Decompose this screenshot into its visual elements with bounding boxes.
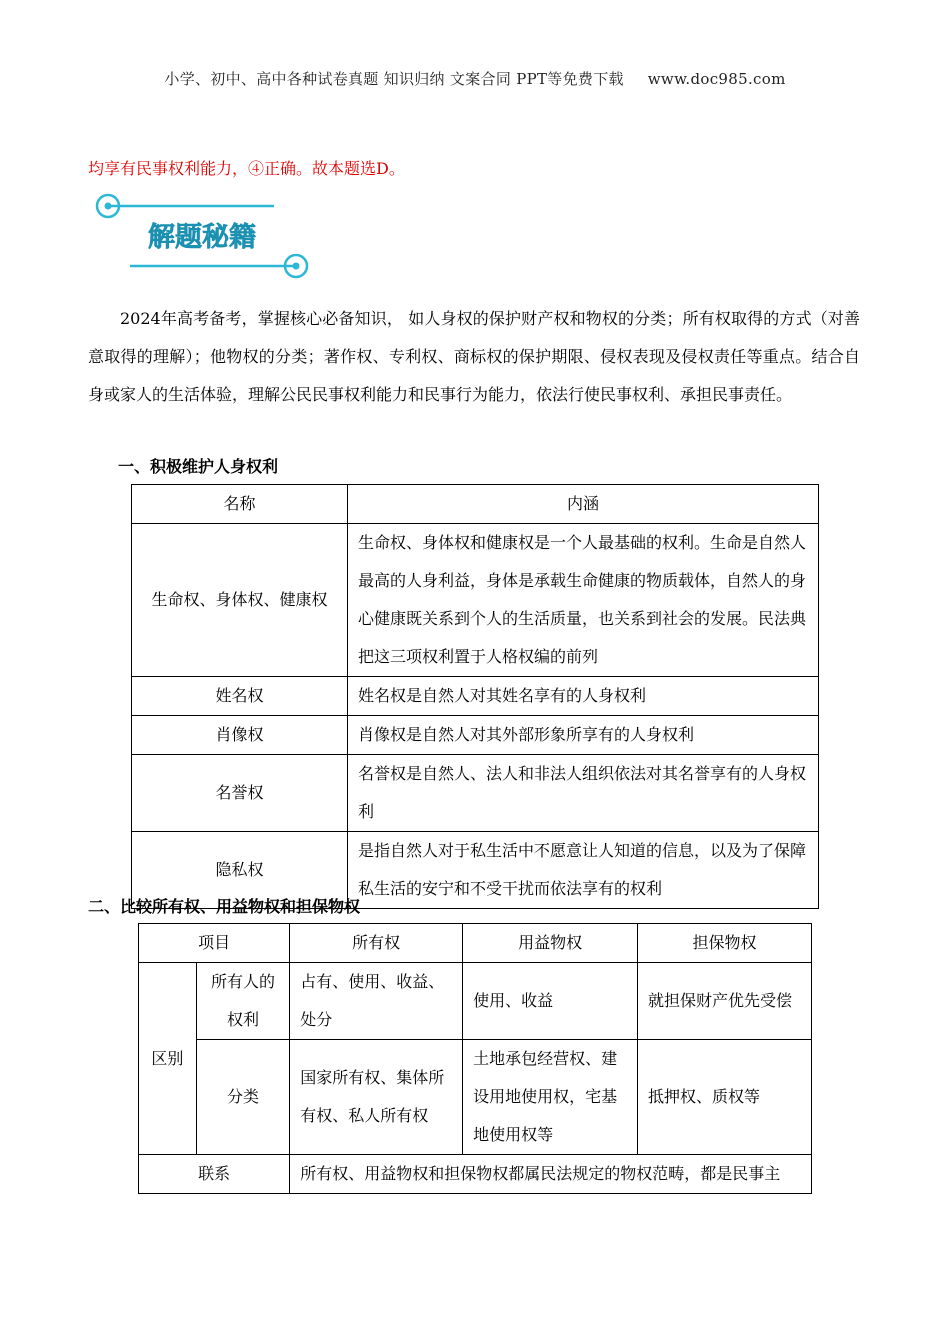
- table-row: [132, 716, 819, 755]
- security-cell: 就担保财产优先受偿: [638, 963, 812, 1040]
- page-header: [0, 68, 950, 89]
- row-label: 所有人的权利: [196, 963, 289, 1040]
- table-row: [132, 677, 819, 716]
- group-label: 区别: [139, 963, 197, 1155]
- right-name: 姓名权: [132, 677, 348, 716]
- header-cell: 名称: [132, 485, 348, 524]
- table-row: [132, 755, 819, 832]
- table-header-row: [139, 924, 812, 963]
- right-desc: 生命权、身体权和健康权是一个人最基础的权利。生命是自然人最高的人身利益，身体是承载生命健康的物质载体，自然人的身心健康既关系到个人的生活质量，也关系到社会的发展。民法典把这三项权利置于人格权编的前列: [348, 524, 819, 677]
- section1-title: 一、积极维护人身权利: [118, 457, 279, 476]
- table-row: [132, 524, 819, 677]
- row-label: 分类: [196, 1040, 289, 1155]
- right-desc: 名誉权是自然人、法人和非法人组织依法对其名誉享有的人身权利: [348, 755, 819, 832]
- link-text: 所有权、用益物权和担保物权都属民法规定的物权范畴，都是民事主: [290, 1155, 812, 1194]
- section2-title: 二、比较所有权、用益物权和担保物权: [88, 897, 361, 916]
- table-header-row: [132, 485, 819, 524]
- property-rights-table: [138, 923, 812, 1194]
- personal-rights-table: [131, 484, 819, 909]
- usufruct-cell: 土地承包经营权、建设用地使用权，宅基地使用权等: [463, 1040, 638, 1155]
- table-row: [139, 963, 812, 1040]
- banner-title: 解题秘籍: [148, 222, 256, 253]
- right-name: 隐私权: [132, 832, 348, 909]
- right-desc: 肖像权是自然人对其外部形象所享有的人身权利: [348, 716, 819, 755]
- intro-text: 2024年高考备考，掌握核心必备知识， 如人身权的保护财产权和物权的分类；所有权取得的方式（对善意取得的理解）；他物权的分类；著作权、专利权、商标权的保护期限、侵权表现及侵权责任等重点。结合自身或家人的生活体验，理解公民民事权利能力和民事行为能力，依法行使民事权利、承担民事责任。: [88, 309, 860, 404]
- link-label: 联系: [139, 1155, 290, 1194]
- right-desc: 是指自然人对于私生活中不愿意让人知道的信息，以及为了保障私生活的安宁和不受干扰而依法享有的权利: [348, 832, 819, 909]
- right-desc: 姓名权是自然人对其姓名享有的人身权利: [348, 677, 819, 716]
- ownership-cell: 国家所有权、集体所有权、私人所有权: [290, 1040, 463, 1155]
- security-cell: 抵押权、质权等: [638, 1040, 812, 1155]
- table-row: [139, 1155, 812, 1194]
- header-cell: 担保物权: [638, 924, 812, 963]
- header-url[interactable]: www.doc985.com: [647, 70, 786, 88]
- header-cell: 所有权: [290, 924, 463, 963]
- header-cell: 内涵: [348, 485, 819, 524]
- header-cell: 用益物权: [463, 924, 638, 963]
- right-name: 生命权、身体权、健康权: [132, 524, 348, 677]
- header-text: 小学、初中、高中各种试卷真题 知识归纳 文案合同 PPT等免费下载: [164, 70, 624, 88]
- answer-tail: 均享有民事权利能力，④正确。故本题选D。: [88, 159, 405, 178]
- right-name: 肖像权: [132, 716, 348, 755]
- tips-banner: [94, 190, 314, 282]
- ownership-cell: 占有、使用、收益、处分: [290, 963, 463, 1040]
- intro-paragraph: [88, 300, 860, 414]
- table-row: [139, 1040, 812, 1155]
- header-cell: 项目: [139, 924, 290, 963]
- usufruct-cell: 使用、收益: [463, 963, 638, 1040]
- right-name: 名誉权: [132, 755, 348, 832]
